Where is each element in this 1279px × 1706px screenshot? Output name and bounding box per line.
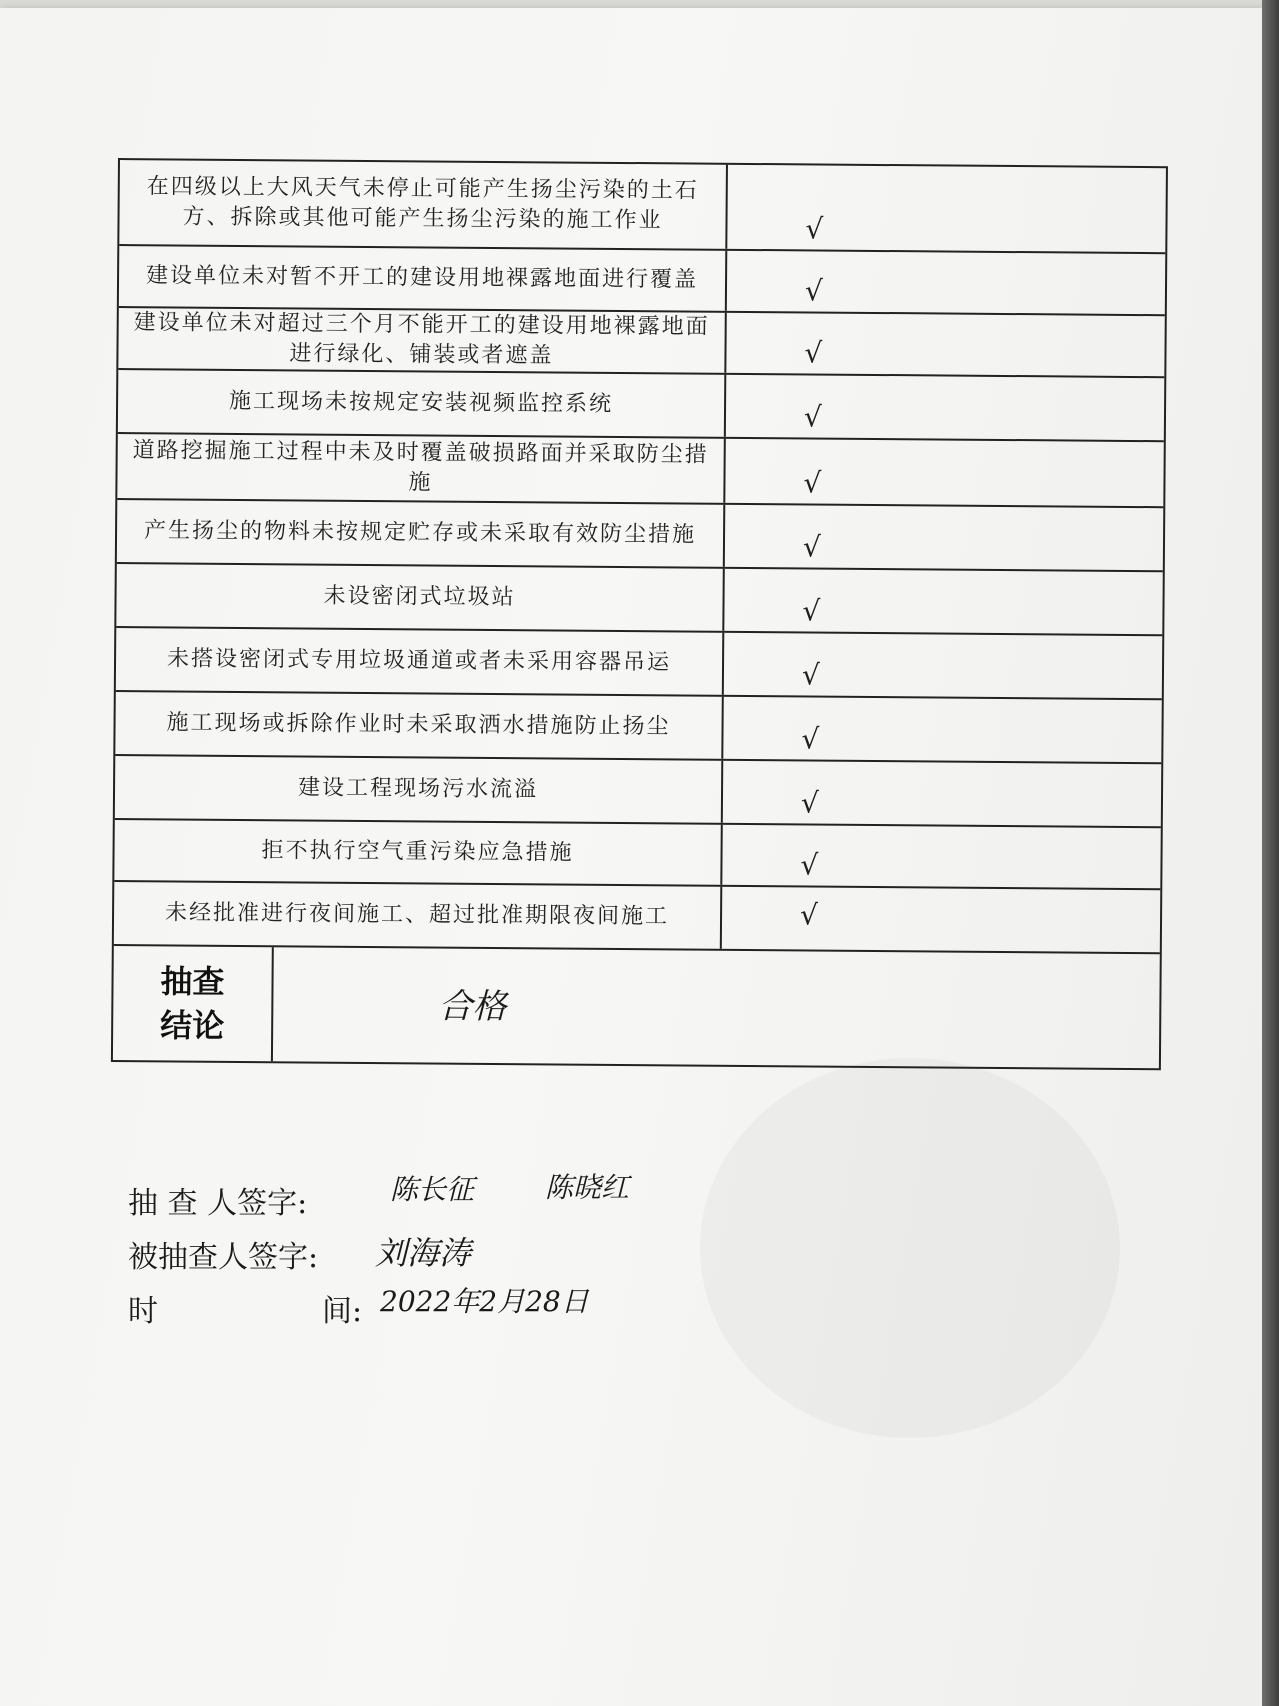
check-mark: √ (799, 898, 819, 932)
check-mark: √ (802, 594, 821, 628)
document-page (0, 8, 1262, 1706)
conclusion-label-line2: 结论 (160, 1006, 225, 1045)
check-cell (727, 165, 1166, 252)
check-mark: √ (802, 530, 821, 564)
conclusion-value: 合格 (438, 986, 507, 1028)
inspected-signature-label: 被抽查人签字: (128, 1240, 319, 1275)
item-text: 道路挖掘施工过程中未及时覆盖破损路面并采取防尘措施 (117, 434, 725, 503)
inspector-signature-2: 陈晓红 (545, 1171, 630, 1204)
table-row (115, 692, 1161, 764)
item-text: 施工现场未按规定安装视频监控系统 (118, 370, 726, 437)
check-mark: √ (800, 848, 819, 882)
date-value: 2022年2月28日 (380, 1285, 589, 1318)
item-text: 在四级以上大风天气未停止可能产生扬尘污染的土石方、拆除或其他可能产生扬尘污染的施工作业 (119, 160, 728, 249)
item-text: 建设单位未对暂不开工的建设用地裸露地面进行覆盖 (119, 246, 727, 311)
check-mark: √ (801, 722, 820, 756)
item-text: 未搭设密闭式专用垃圾通道或者未采用容器吊运 (116, 628, 724, 695)
time-label-right: 间: (322, 1294, 363, 1329)
check-mark: √ (804, 336, 823, 370)
table-row (119, 246, 1165, 316)
item-text: 拒不执行空气重污染应急措施 (114, 820, 722, 885)
check-mark: √ (804, 274, 823, 308)
check-mark: √ (805, 212, 824, 246)
table-row (115, 756, 1161, 828)
table-row (116, 628, 1162, 700)
check-cell (725, 505, 1163, 570)
check-cell (722, 887, 1160, 952)
paper-shadow (700, 1058, 1120, 1438)
check-mark: √ (803, 400, 822, 434)
inspection-table (111, 158, 1168, 1070)
conclusion-label (113, 946, 274, 1061)
check-mark: √ (803, 466, 822, 500)
table-row (117, 500, 1163, 572)
inspector-signature-1: 陈长征 (390, 1173, 475, 1206)
check-cell (722, 825, 1160, 888)
page-edge (1262, 0, 1279, 1706)
item-text: 建设工程现场污水流溢 (115, 756, 723, 823)
check-cell (725, 439, 1163, 506)
check-cell (724, 633, 1162, 698)
inspected-signature: 刘海涛 (375, 1234, 472, 1272)
item-text: 建设单位未对超过三个月不能开工的建设用地裸露地面进行绿化、铺装或者遮盖 (118, 308, 726, 373)
time-label-left: 时 (128, 1294, 158, 1329)
table-row (117, 434, 1163, 508)
inspector-signature-label: 抽 查 人签字: (128, 1186, 308, 1221)
item-text: 产生扬尘的物料未按规定贮存或未采取有效防尘措施 (117, 500, 725, 567)
check-cell (727, 251, 1165, 314)
table-row (114, 882, 1160, 954)
check-cell (724, 569, 1162, 634)
table-row (118, 370, 1164, 442)
check-cell (723, 697, 1161, 762)
check-cell (723, 761, 1161, 826)
table-row (119, 160, 1166, 254)
item-text: 施工现场或拆除作业时未采取洒水措施防止扬尘 (115, 692, 723, 759)
item-text: 未设密闭式垃圾站 (116, 564, 724, 631)
item-text: 未经批准进行夜间施工、超过批准期限夜间施工 (114, 882, 722, 949)
check-cell (726, 313, 1164, 376)
table-row (116, 564, 1162, 636)
table-row (118, 308, 1164, 378)
check-cell (726, 375, 1164, 440)
conclusion-row (113, 946, 1160, 1068)
conclusion-label-line1: 抽查 (160, 962, 225, 1001)
check-mark: √ (801, 658, 820, 692)
table-row (114, 820, 1160, 890)
conclusion-value-cell (273, 947, 1160, 1068)
check-mark: √ (800, 786, 819, 820)
